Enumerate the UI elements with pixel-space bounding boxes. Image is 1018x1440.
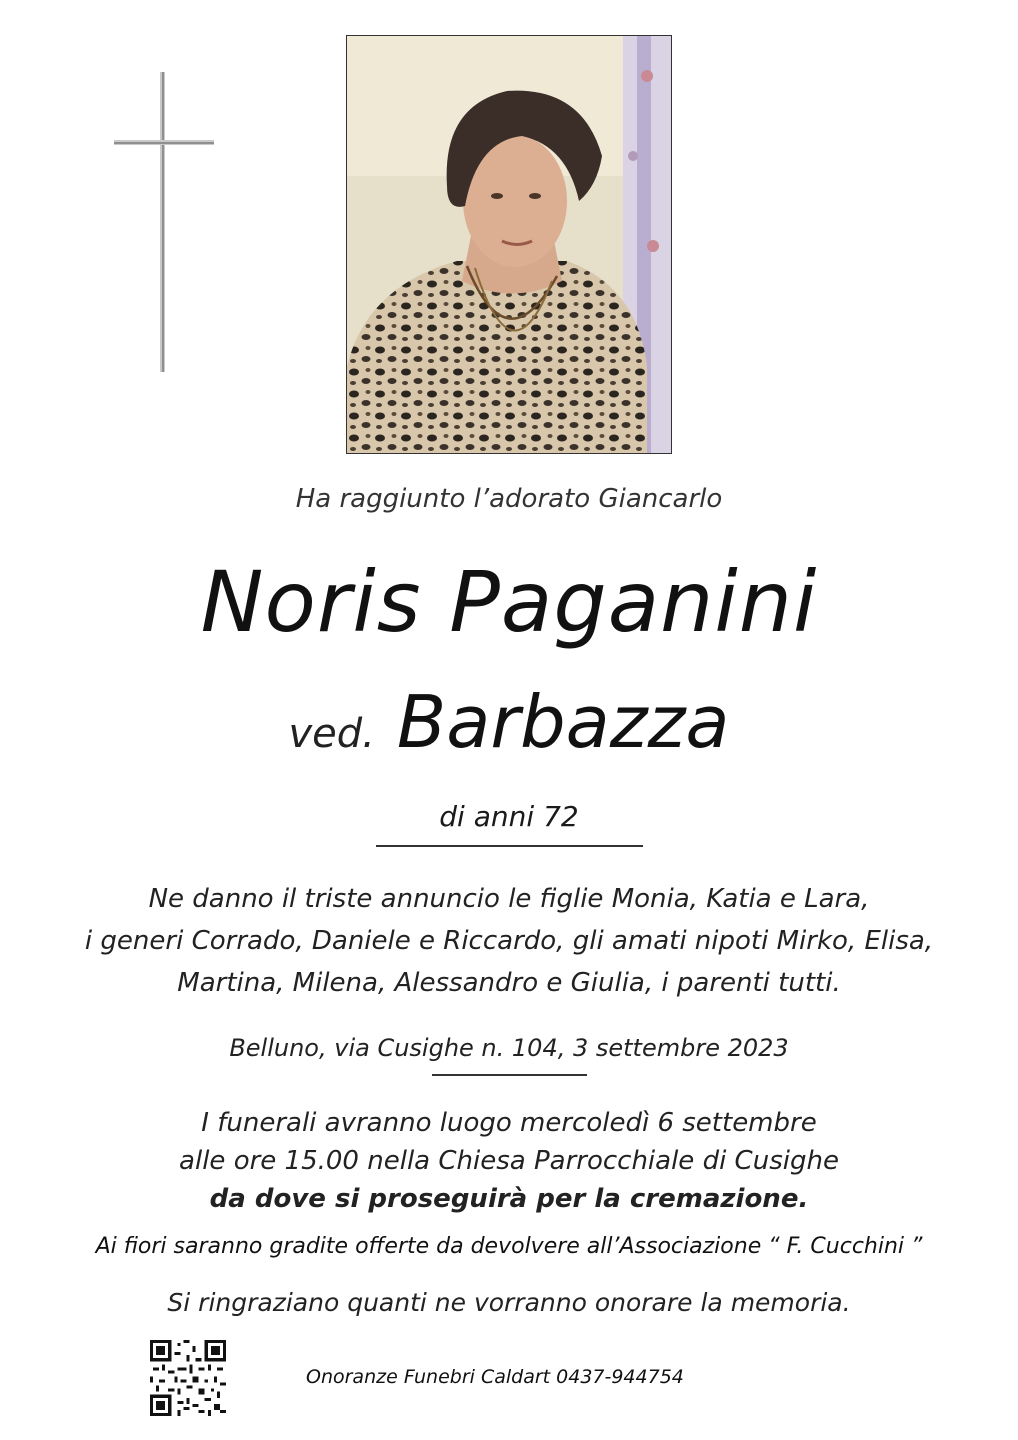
married-surname: Barbazza xyxy=(396,680,730,764)
divider-age xyxy=(376,845,643,847)
funeral-info xyxy=(0,1104,1018,1218)
funeral-line-bold: da dove si proseguirà per la cremazione. xyxy=(209,1184,809,1214)
funeral-agency: Onoranze Funebri Caldart 0437-944754 xyxy=(306,1366,684,1388)
deceased-name: Noris Paganini xyxy=(200,553,818,651)
divider-place xyxy=(432,1074,587,1076)
funeral-line: I funerali avranno luogo mercoledì 6 settembre xyxy=(201,1108,817,1138)
qr-code-icon xyxy=(150,1340,226,1416)
announcement xyxy=(0,878,1018,1004)
announcement-line: Martina, Milena, Alessandro e Giulia, i parenti tutti. xyxy=(177,968,841,998)
cross-icon xyxy=(112,70,222,375)
married-name-row xyxy=(0,680,1018,764)
intro-line: Ha raggiunto l’adorato Giancarlo xyxy=(295,484,723,514)
thanks-line: Si ringraziano quanti ne vorranno onorare la memoria. xyxy=(167,1288,851,1317)
flowers-note: Ai fiori saranno gradite offerte da devolvere all’Associazione “ F. Cucchini ” xyxy=(95,1234,923,1259)
announcement-line: i generi Corrado, Daniele e Riccardo, gli amati nipoti Mirko, Elisa, xyxy=(84,926,934,956)
ved-label: ved. xyxy=(288,711,375,757)
announcement-line: Ne danno il triste annuncio le figlie Monia, Katia e Lara, xyxy=(148,884,870,914)
age-line: di anni 72 xyxy=(439,800,579,833)
portrait-photo xyxy=(346,35,672,454)
funeral-line: alle ore 15.00 nella Chiesa Parrocchiale di Cusighe xyxy=(179,1146,839,1176)
place-date: Belluno, via Cusighe n. 104, 3 settembre 2023 xyxy=(229,1034,789,1062)
